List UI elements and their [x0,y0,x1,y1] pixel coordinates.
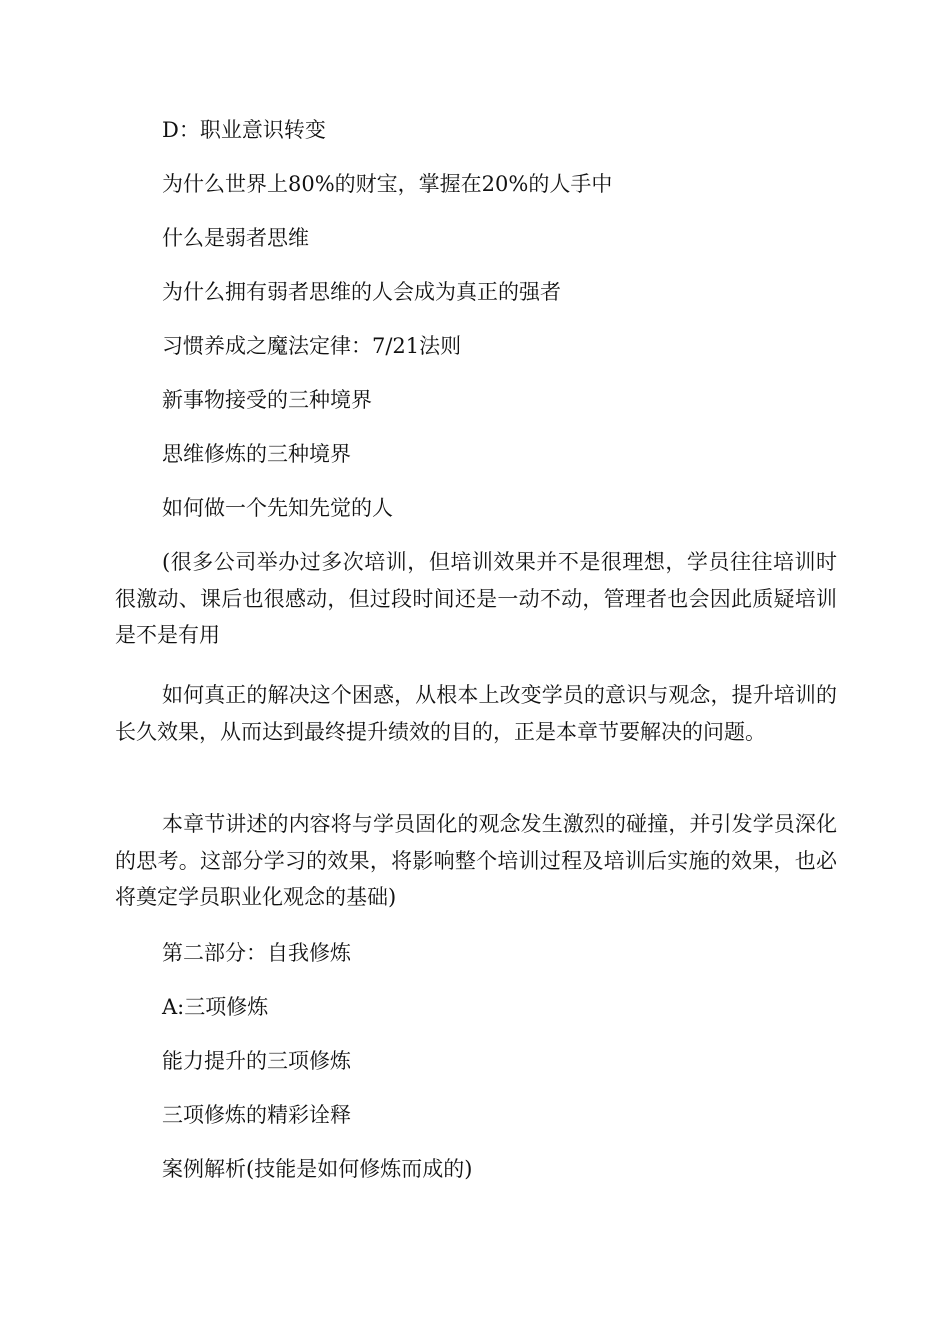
outline-item-ability-cultivations: 能力提升的三项修炼 [162,1049,351,1073]
outline-item-weak-to-strong: 为什么拥有弱者思维的人会成为真正的强者 [162,280,561,304]
outline-item-thinking-realms: 思维修炼的三种境界 [162,442,351,466]
outline-item-cultivation-interpretation: 三项修炼的精彩诠释 [162,1103,351,1127]
outline-item-wealth-80-20: 为什么世界上80%的财宝，掌握在20%的人手中 [162,172,613,196]
outline-item-new-things-realms: 新事物接受的三种境界 [162,388,372,412]
section-heading-self-cultivation: 第二部分：自我修炼 [162,941,351,965]
outline-item-weak-thinking: 什么是弱者思维 [162,226,309,250]
outline-item-case-analysis: 案例解析(技能是如何修炼而成的) [162,1157,473,1181]
outline-item-habit-law: 习惯养成之魔法定律：7/21法则 [162,334,462,358]
outline-item-foresight: 如何做一个先知先觉的人 [162,496,393,520]
paragraph-training-problem: (很多公司举办过多次培训，但培训效果并不是很理想，学员往往培训时很激动、课后也很感动，但过段时间还是一动不动，管理者也会因此质疑培训是不是有用 [115,550,837,647]
outline-item-career-awareness: D：职业意识转变 [162,118,326,142]
paragraph-chapter-content: 本章节讲述的内容将与学员固化的观念发生激烈的碰撞，并引发学员深化的思考。这部分学习的效果，将影响整个培训过程及培训后实施的效果，也必将奠定学员职业化观念的基础) [115,812,837,909]
outline-item-three-cultivations: A:三项修炼 [162,995,269,1019]
paragraph-solution: 如何真正的解决这个困惑，从根本上改变学员的意识与观念，提升培训的长久效果，从而达到最终提升绩效的目的，正是本章节要解决的问题。 [115,683,837,744]
